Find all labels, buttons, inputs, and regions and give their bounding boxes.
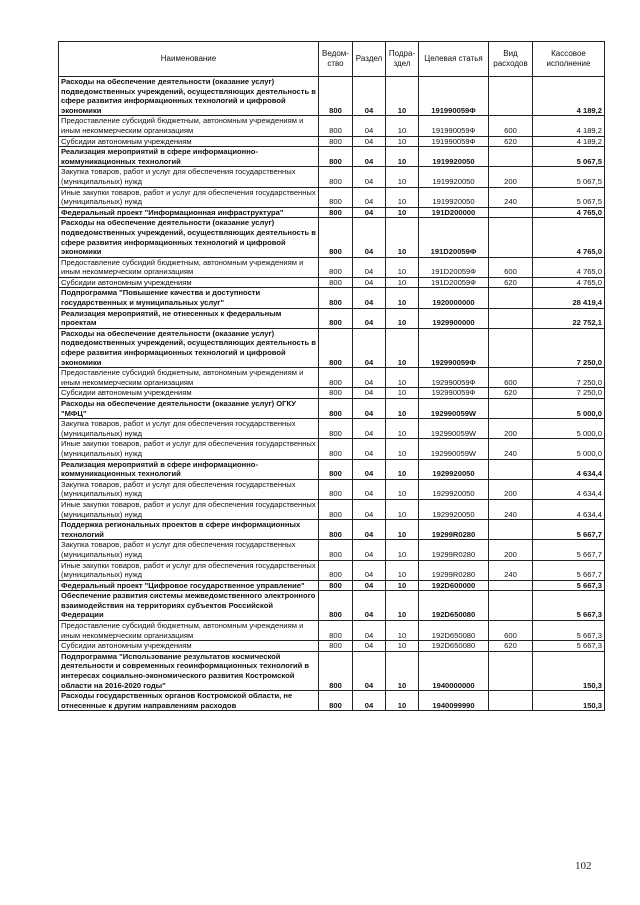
cell-subsection: 10 <box>386 187 419 207</box>
table-row <box>59 621 605 641</box>
cell-subsection: 10 <box>386 419 419 439</box>
cell-exp-type <box>489 651 533 690</box>
cell-amount: 4 765,0 <box>533 218 605 257</box>
cell-exp-type <box>489 591 533 621</box>
table-row <box>59 520 605 540</box>
cell-amount: 28 419,4 <box>533 288 605 308</box>
cell-amount: 5 000,0 <box>533 419 605 439</box>
cell-section: 04 <box>353 308 386 328</box>
cell-exp-type: 600 <box>489 368 533 388</box>
table-row <box>59 591 605 621</box>
cell-amount: 5 067,5 <box>533 147 605 167</box>
cell-amount: 7 250,0 <box>533 388 605 399</box>
cell-exp-type: 200 <box>489 479 533 499</box>
cell-amount: 4 634,4 <box>533 479 605 499</box>
cell-amount: 4 634,4 <box>533 499 605 519</box>
cell-amount: 5 667,7 <box>533 520 605 540</box>
cell-section: 04 <box>353 520 386 540</box>
table-row <box>59 580 605 591</box>
cell-exp-type: 200 <box>489 540 533 560</box>
cell-exp-type <box>489 218 533 257</box>
cell-dept: 800 <box>319 641 353 652</box>
cell-target: 1919920050 <box>419 147 489 167</box>
cell-exp-type <box>489 459 533 479</box>
cell-section: 04 <box>353 136 386 147</box>
cell-exp-type: 200 <box>489 419 533 439</box>
cell-subsection: 10 <box>386 641 419 652</box>
cell-section: 04 <box>353 187 386 207</box>
cell-subsection: 10 <box>386 520 419 540</box>
cell-exp-type <box>489 77 533 116</box>
cell-subsection: 10 <box>386 621 419 641</box>
cell-amount: 5 667,3 <box>533 591 605 621</box>
cell-exp-type <box>489 691 533 711</box>
cell-dept: 800 <box>319 560 353 580</box>
cell-target: 191D200000 <box>419 207 489 218</box>
cell-target: 1929920050 <box>419 499 489 519</box>
cell-amount: 150,3 <box>533 691 605 711</box>
cell-name: Расходы государственных органов Костромской области, не отнесенные к другим направлениям расходов <box>59 691 319 711</box>
table-row <box>59 277 605 288</box>
cell-section: 04 <box>353 691 386 711</box>
cell-target: 1929920050 <box>419 479 489 499</box>
cell-subsection: 10 <box>386 459 419 479</box>
cell-name: Предоставление субсидий бюджетным, автономным учреждениям и иным некоммерческим организациям <box>59 257 319 277</box>
cell-section: 04 <box>353 167 386 187</box>
table-row <box>59 187 605 207</box>
cell-exp-type <box>489 328 533 367</box>
cell-dept: 800 <box>319 167 353 187</box>
table-row <box>59 77 605 116</box>
table-row <box>59 499 605 519</box>
cell-dept: 800 <box>319 691 353 711</box>
header-dept: Ведом-ство <box>319 42 353 77</box>
cell-name: Предоставление субсидий бюджетным, автономным учреждениям и иным некоммерческим организациям <box>59 621 319 641</box>
cell-section: 04 <box>353 288 386 308</box>
cell-name: Расходы на обеспечение деятельности (оказание услуг) подведомственных учреждений, осуществляющих деятельность в сфере развития информационных технологий и цифровой экономики <box>59 77 319 116</box>
cell-target: 1919920050 <box>419 167 489 187</box>
cell-section: 04 <box>353 641 386 652</box>
cell-amount: 5 667,7 <box>533 540 605 560</box>
cell-dept: 800 <box>319 277 353 288</box>
cell-amount: 5 667,7 <box>533 560 605 580</box>
cell-dept: 800 <box>319 479 353 499</box>
cell-target: 191990059Ф <box>419 136 489 147</box>
table-row <box>59 288 605 308</box>
cell-target: 192990059Ф <box>419 368 489 388</box>
cell-section: 04 <box>353 388 386 399</box>
table-row <box>59 218 605 257</box>
cell-dept: 800 <box>319 187 353 207</box>
cell-section: 04 <box>353 218 386 257</box>
cell-subsection: 10 <box>386 77 419 116</box>
cell-amount: 4 189,2 <box>533 77 605 116</box>
cell-amount: 5 067,5 <box>533 167 605 187</box>
cell-dept: 800 <box>319 439 353 459</box>
cell-subsection: 10 <box>386 288 419 308</box>
cell-section: 04 <box>353 77 386 116</box>
cell-exp-type: 240 <box>489 499 533 519</box>
table-row <box>59 399 605 419</box>
cell-exp-type: 240 <box>489 439 533 459</box>
cell-name: Субсидии автономным учреждениям <box>59 641 319 652</box>
cell-dept: 800 <box>319 499 353 519</box>
cell-section: 04 <box>353 207 386 218</box>
cell-exp-type: 620 <box>489 388 533 399</box>
cell-name: Федеральный проект "Цифровое государственное управление" <box>59 580 319 591</box>
cell-amount: 5 000,0 <box>533 399 605 419</box>
cell-subsection: 10 <box>386 388 419 399</box>
table-row <box>59 147 605 167</box>
cell-section: 04 <box>353 621 386 641</box>
cell-dept: 800 <box>319 328 353 367</box>
cell-target: 191D20059Ф <box>419 218 489 257</box>
cell-name: Реализация мероприятий в сфере информационно-коммуникационных технологий <box>59 459 319 479</box>
cell-name: Реализация мероприятий, не отнесенных к федеральным проектам <box>59 308 319 328</box>
cell-name: Расходы на обеспечение деятельности (оказание услуг) подведомственных учреждений, осуществляющих деятельность в сфере развития информационных технологий и цифровой экономики <box>59 328 319 367</box>
header-amount: Кассовое исполнение <box>533 42 605 77</box>
cell-subsection: 10 <box>386 540 419 560</box>
cell-exp-type: 620 <box>489 277 533 288</box>
cell-amount: 22 752,1 <box>533 308 605 328</box>
cell-name: Подпрограмма "Использование результатов космической деятельности и современных геоинформационных технологий в интересах социально-экономического развития Костромской области на 2016-2020 годы" <box>59 651 319 690</box>
cell-exp-type: 200 <box>489 167 533 187</box>
cell-dept: 800 <box>319 388 353 399</box>
cell-subsection: 10 <box>386 277 419 288</box>
cell-name: Предоставление субсидий бюджетным, автономным учреждениям и иным некоммерческим организациям <box>59 368 319 388</box>
cell-subsection: 10 <box>386 368 419 388</box>
cell-section: 04 <box>353 591 386 621</box>
cell-section: 04 <box>353 499 386 519</box>
cell-dept: 800 <box>319 308 353 328</box>
cell-subsection: 10 <box>386 499 419 519</box>
table-header <box>59 42 605 77</box>
cell-target: 192990059W <box>419 439 489 459</box>
cell-dept: 800 <box>319 136 353 147</box>
cell-target: 1919920050 <box>419 187 489 207</box>
cell-name: Закупка товаров, работ и услуг для обеспечения государственных (муниципальных) нужд <box>59 540 319 560</box>
cell-target: 1929900000 <box>419 308 489 328</box>
cell-name: Закупка товаров, работ и услуг для обеспечения государственных (муниципальных) нужд <box>59 479 319 499</box>
cell-target: 191990059Ф <box>419 116 489 136</box>
cell-name: Иные закупки товаров, работ и услуг для обеспечения государственных (муниципальных) нужд <box>59 187 319 207</box>
cell-dept: 800 <box>319 520 353 540</box>
table-row <box>59 651 605 690</box>
table-row <box>59 419 605 439</box>
cell-amount: 7 250,0 <box>533 368 605 388</box>
page-number: 102 <box>575 860 592 872</box>
cell-target: 192990059W <box>419 419 489 439</box>
cell-dept: 800 <box>319 288 353 308</box>
cell-exp-type: 620 <box>489 136 533 147</box>
cell-exp-type <box>489 207 533 218</box>
cell-subsection: 10 <box>386 691 419 711</box>
table-row <box>59 560 605 580</box>
table-row <box>59 308 605 328</box>
cell-target: 192D650080 <box>419 591 489 621</box>
cell-amount: 4 765,0 <box>533 277 605 288</box>
table-row <box>59 167 605 187</box>
cell-subsection: 10 <box>386 651 419 690</box>
table-row <box>59 641 605 652</box>
cell-dept: 800 <box>319 147 353 167</box>
cell-name: Федеральный проект "Информационная инфраструктура" <box>59 207 319 218</box>
cell-section: 04 <box>353 651 386 690</box>
cell-subsection: 10 <box>386 116 419 136</box>
cell-amount: 4 189,2 <box>533 136 605 147</box>
cell-exp-type: 600 <box>489 621 533 641</box>
cell-name: Иные закупки товаров, работ и услуг для обеспечения государственных (муниципальных) нужд <box>59 439 319 459</box>
cell-amount: 4 765,0 <box>533 207 605 218</box>
cell-name: Расходы на обеспечение деятельности (оказание услуг) подведомственных учреждений, осуществляющих деятельность в сфере развития информационных технологий и цифровой экономики <box>59 218 319 257</box>
cell-subsection: 10 <box>386 328 419 367</box>
cell-dept: 800 <box>319 399 353 419</box>
cell-subsection: 10 <box>386 136 419 147</box>
cell-section: 04 <box>353 459 386 479</box>
table-row <box>59 479 605 499</box>
cell-target: 192D600000 <box>419 580 489 591</box>
header-name: Наименование <box>59 42 319 77</box>
cell-name: Субсидии автономным учреждениям <box>59 277 319 288</box>
cell-name: Иные закупки товаров, работ и услуг для обеспечения государственных (муниципальных) нужд <box>59 560 319 580</box>
cell-amount: 5 067,5 <box>533 187 605 207</box>
table-row <box>59 257 605 277</box>
table-row <box>59 368 605 388</box>
cell-section: 04 <box>353 419 386 439</box>
cell-subsection: 10 <box>386 207 419 218</box>
cell-name: Иные закупки товаров, работ и услуг для обеспечения государственных (муниципальных) нужд <box>59 499 319 519</box>
cell-target: 191990059Ф <box>419 77 489 116</box>
cell-amount: 150,3 <box>533 651 605 690</box>
cell-exp-type <box>489 308 533 328</box>
cell-subsection: 10 <box>386 439 419 459</box>
cell-section: 04 <box>353 580 386 591</box>
header-exp-type: Вид расходов <box>489 42 533 77</box>
cell-target: 19299R0280 <box>419 520 489 540</box>
cell-dept: 800 <box>319 218 353 257</box>
cell-dept: 800 <box>319 591 353 621</box>
cell-dept: 800 <box>319 580 353 591</box>
cell-section: 04 <box>353 116 386 136</box>
cell-subsection: 10 <box>386 147 419 167</box>
cell-target: 192D650080 <box>419 621 489 641</box>
cell-exp-type: 600 <box>489 116 533 136</box>
cell-section: 04 <box>353 147 386 167</box>
cell-section: 04 <box>353 368 386 388</box>
table-row <box>59 691 605 711</box>
cell-dept: 800 <box>319 540 353 560</box>
table-row <box>59 439 605 459</box>
cell-amount: 7 250,0 <box>533 328 605 367</box>
cell-name: Закупка товаров, работ и услуг для обеспечения государственных (муниципальных) нужд <box>59 419 319 439</box>
header-section: Раздел <box>353 42 386 77</box>
cell-target: 19299R0280 <box>419 540 489 560</box>
cell-dept: 800 <box>319 621 353 641</box>
cell-target: 1920000000 <box>419 288 489 308</box>
table-row <box>59 116 605 136</box>
cell-name: Субсидии автономным учреждениям <box>59 136 319 147</box>
cell-dept: 800 <box>319 116 353 136</box>
cell-target: 191D20059Ф <box>419 257 489 277</box>
cell-name: Закупка товаров, работ и услуг для обеспечения государственных (муниципальных) нужд <box>59 167 319 187</box>
budget-table <box>58 41 605 711</box>
cell-target: 1929920050 <box>419 459 489 479</box>
cell-amount: 5 667,3 <box>533 641 605 652</box>
cell-amount: 5 667,3 <box>533 621 605 641</box>
cell-amount: 4 765,0 <box>533 257 605 277</box>
cell-exp-type: 620 <box>489 641 533 652</box>
cell-section: 04 <box>353 277 386 288</box>
cell-dept: 800 <box>319 257 353 277</box>
cell-target: 192990059Ф <box>419 388 489 399</box>
cell-target: 192990059W <box>419 399 489 419</box>
cell-subsection: 10 <box>386 399 419 419</box>
cell-target: 1940000000 <box>419 651 489 690</box>
cell-target: 1940099990 <box>419 691 489 711</box>
cell-name: Субсидии автономным учреждениям <box>59 388 319 399</box>
cell-dept: 800 <box>319 207 353 218</box>
cell-subsection: 10 <box>386 479 419 499</box>
cell-dept: 800 <box>319 77 353 116</box>
cell-dept: 800 <box>319 651 353 690</box>
cell-name: Предоставление субсидий бюджетным, автономным учреждениям и иным некоммерческим организациям <box>59 116 319 136</box>
cell-exp-type: 240 <box>489 560 533 580</box>
cell-target: 191D20059Ф <box>419 277 489 288</box>
cell-exp-type <box>489 520 533 540</box>
cell-exp-type <box>489 147 533 167</box>
cell-section: 04 <box>353 479 386 499</box>
table-row <box>59 388 605 399</box>
cell-dept: 800 <box>319 368 353 388</box>
cell-subsection: 10 <box>386 591 419 621</box>
table-row <box>59 136 605 147</box>
cell-section: 04 <box>353 257 386 277</box>
cell-name: Расходы на обеспечение деятельности (оказание услуг) ОГКУ "МФЦ" <box>59 399 319 419</box>
cell-name: Подпрограмма "Повышение качества и доступности государственных и муниципальных услуг" <box>59 288 319 308</box>
header-target: Целевая статья <box>419 42 489 77</box>
header-subsection: Подра-здел <box>386 42 419 77</box>
cell-exp-type <box>489 580 533 591</box>
cell-subsection: 10 <box>386 560 419 580</box>
cell-subsection: 10 <box>386 580 419 591</box>
cell-section: 04 <box>353 439 386 459</box>
cell-subsection: 10 <box>386 167 419 187</box>
cell-subsection: 10 <box>386 218 419 257</box>
cell-dept: 800 <box>319 459 353 479</box>
cell-amount: 5 667,3 <box>533 580 605 591</box>
cell-subsection: 10 <box>386 257 419 277</box>
table-body <box>59 77 605 711</box>
cell-section: 04 <box>353 399 386 419</box>
cell-section: 04 <box>353 540 386 560</box>
cell-section: 04 <box>353 328 386 367</box>
cell-amount: 4 189,2 <box>533 116 605 136</box>
cell-name: Поддержка региональных проектов в сфере информационных технологий <box>59 520 319 540</box>
cell-name: Реализация мероприятий в сфере информационно-коммуникационных технологий <box>59 147 319 167</box>
cell-target: 19299R0280 <box>419 560 489 580</box>
cell-subsection: 10 <box>386 308 419 328</box>
cell-amount: 4 634,4 <box>533 459 605 479</box>
cell-exp-type <box>489 288 533 308</box>
cell-exp-type: 600 <box>489 257 533 277</box>
table-row <box>59 207 605 218</box>
cell-target: 192990059Ф <box>419 328 489 367</box>
cell-section: 04 <box>353 560 386 580</box>
cell-target: 192D650080 <box>419 641 489 652</box>
cell-dept: 800 <box>319 419 353 439</box>
cell-exp-type: 240 <box>489 187 533 207</box>
table-row <box>59 328 605 367</box>
table-row <box>59 459 605 479</box>
header-row <box>59 42 605 77</box>
cell-amount: 5 000,0 <box>533 439 605 459</box>
cell-exp-type <box>489 399 533 419</box>
cell-name: Обеспечение развития системы межведомственного электронного взаимодействия на территориях субъектов Российской Федерации <box>59 591 319 621</box>
table-row <box>59 540 605 560</box>
